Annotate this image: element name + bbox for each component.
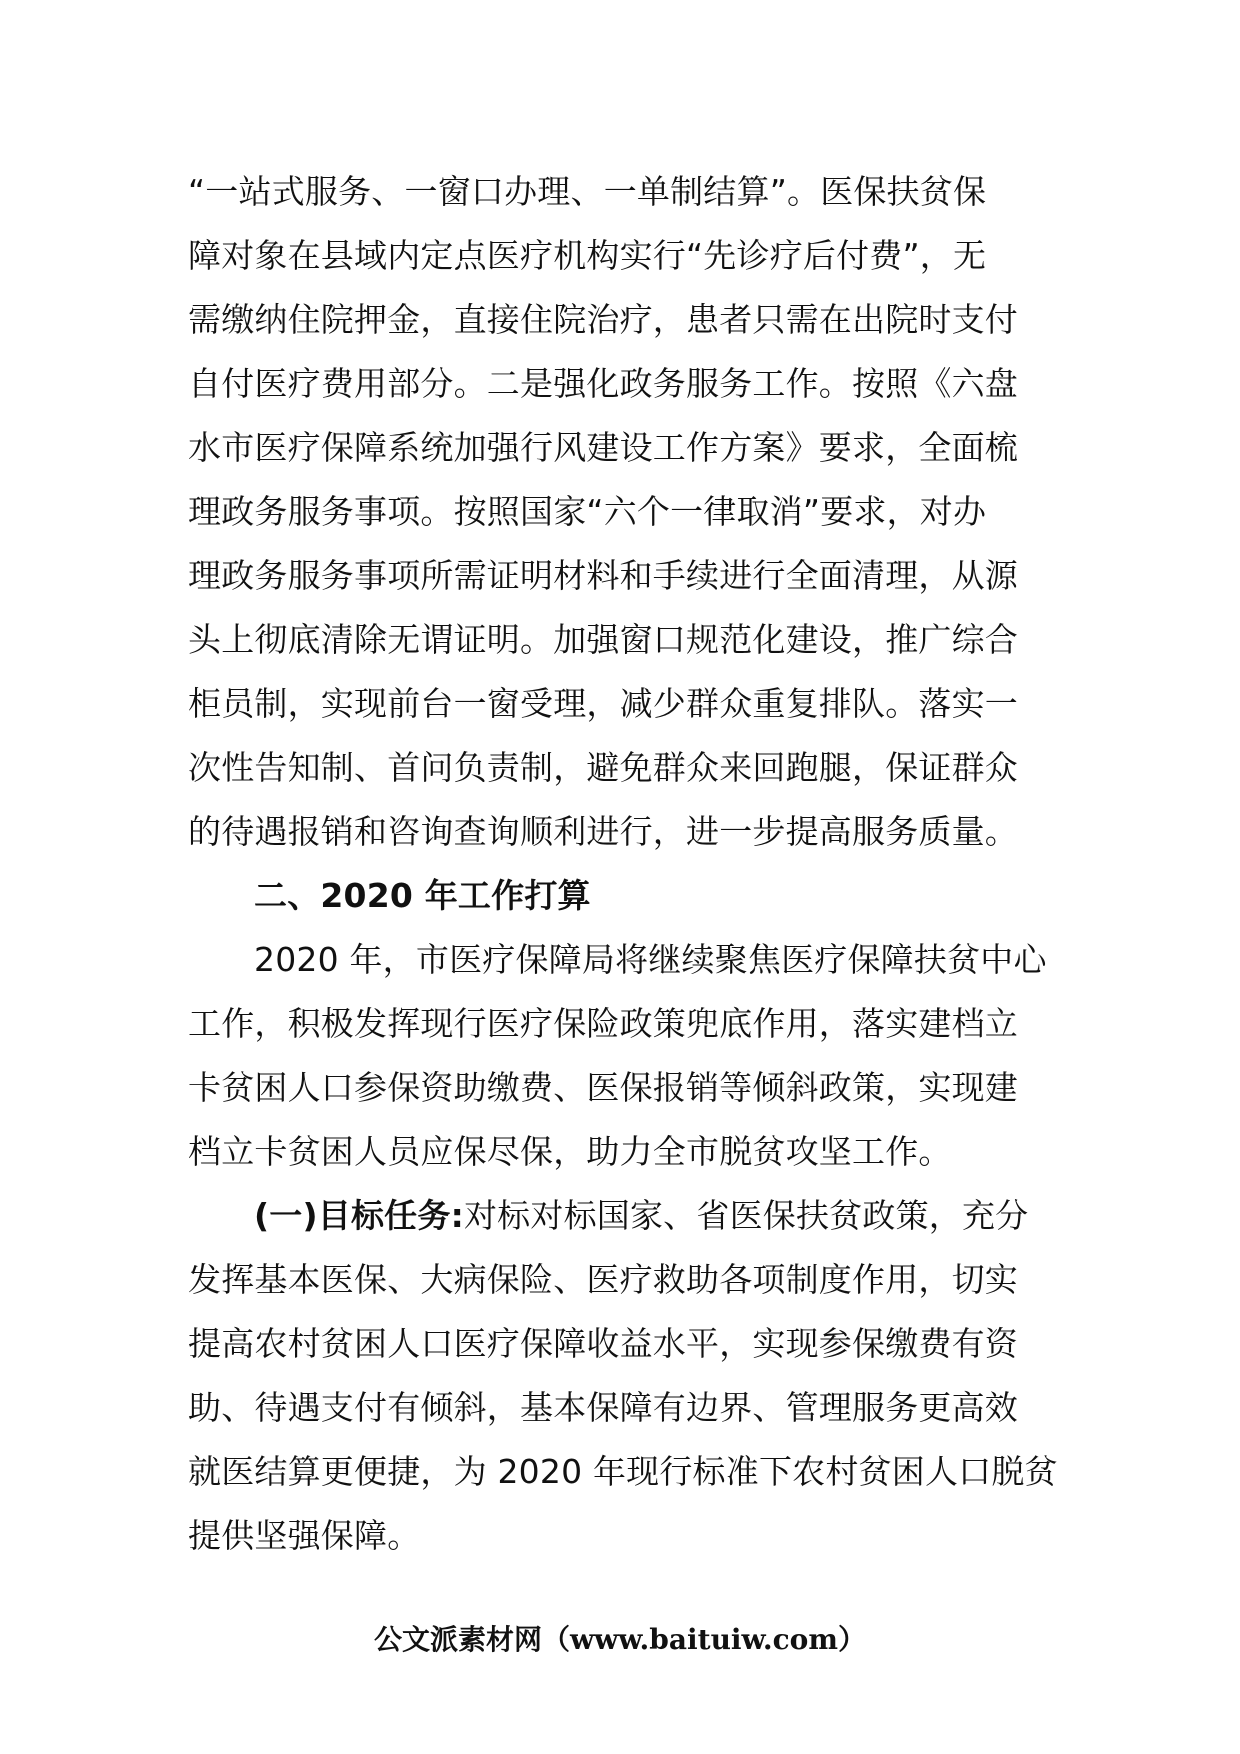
paragraph-line: 头上彻底清除无谓证明。加强窗口规范化建设，推广综合: [188, 620, 1018, 659]
paragraph-line: 助、待遇支付有倾斜，基本保障有边界、管理服务更高效: [188, 1388, 1018, 1427]
paragraph-line: 自付医疗费用部分。二是强化政务服务工作。按照《六盘: [188, 364, 1018, 403]
footer-source: 公文派素材网（www.baituiw.com）: [374, 1623, 866, 1656]
paragraph-line: 档立卡贫困人员应保尽保，助力全市脱贫攻坚工作。: [188, 1132, 952, 1171]
paragraph-line: 柜员制，实现前台一窗受理，减少群众重复排队。落实一: [188, 684, 1018, 723]
paragraph-line: 提高农村贫困人口医疗保障收益水平，实现参保缴费有资: [188, 1324, 1018, 1363]
paragraph-line: 就医结算更便捷，为 2020 年现行标准下农村贫困人口脱贫: [188, 1452, 1058, 1491]
section-heading: 二、2020 年工作打算: [254, 876, 591, 915]
paragraph-line: 提供坚强保障。: [188, 1516, 421, 1555]
paragraph-line: 2020 年，市医疗保障局将继续聚焦医疗保障扶贫中心: [254, 940, 1047, 979]
paragraph-line: 需缴纳住院押金，直接住院治疗，患者只需在出院时支付: [188, 300, 1018, 339]
paragraph-line: 理政务服务事项。按照国家“六个一律取消”要求，对办: [188, 492, 987, 531]
paragraph-line: 理政务服务事项所需证明材料和手续进行全面清理，从源: [188, 556, 1018, 595]
subsection-first-line: [188, 1184, 1052, 1248]
paragraph-line: 卡贫困人口参保资助缴费、医保报销等倾斜政策，实现建: [188, 1068, 1018, 1107]
paragraph-line: 的待遇报销和咨询查询顺利进行，进一步提高服务质量。: [188, 812, 1018, 851]
paragraph-line: “一站式服务、一窗口办理、一单制结算”。医保扶贫保: [188, 172, 987, 211]
paragraph-line: 工作，积极发挥现行医疗保险政策兜底作用，落实建档立: [188, 1004, 1018, 1043]
paragraph-line: 发挥基本医保、大病保险、医疗救助各项制度作用，切实: [188, 1260, 1018, 1299]
subsection-label: (一)目标任务:: [254, 1196, 464, 1235]
subsection-line-rest: 对标对标国家、省医保扶贫政策，充分: [463, 1196, 1029, 1235]
paragraph-line: 水市医疗保障系统加强行风建设工作方案》要求，全面梳: [188, 428, 1018, 467]
document-body: [188, 160, 1058, 1568]
paragraph-line: 次性告知制、首问负责制，避免群众来回跑腿，保证群众: [188, 748, 1018, 787]
paragraph-line: 障对象在县域内定点医疗机构实行“先诊疗后付费”，无: [188, 236, 987, 275]
